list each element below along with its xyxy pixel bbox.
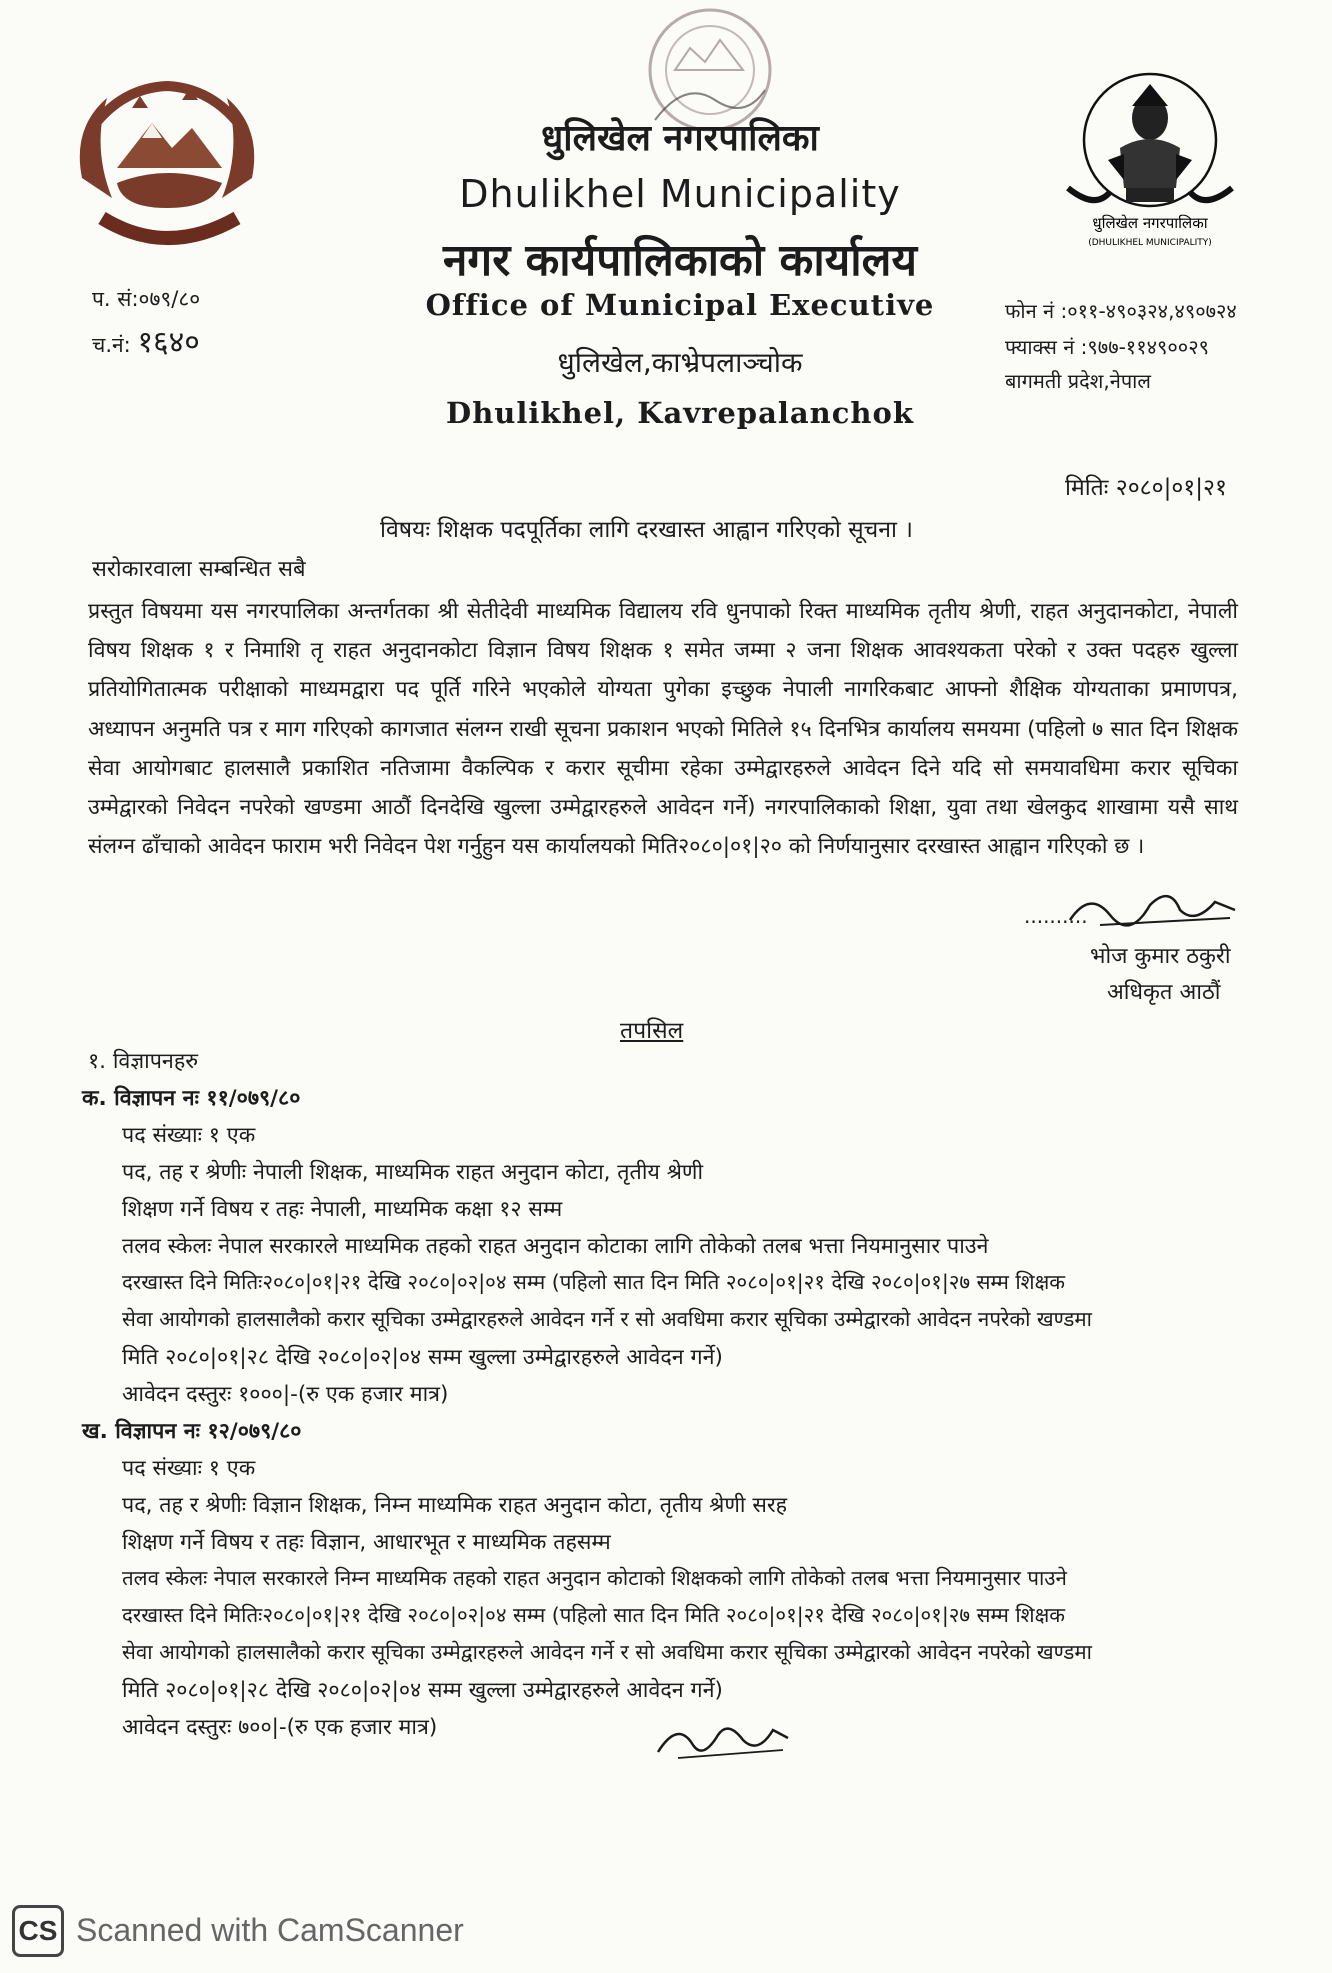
ad-header: क. विज्ञापन नः ११/०७९/८० <box>82 1086 301 1111</box>
ad-line: दरखास्त दिने मितिः२०८०|०१|२१ देखि २०८०|०२|०४ सम्म (पहिलो सात दिन मिति २०८०|०१|२१ देखि २०८०|०१|२७ सम्म शिक्षक <box>122 1603 1066 1627</box>
signature-line: .......... <box>1024 904 1088 928</box>
ad-line: तलव स्केलः नेपाल सरकारले निम्न माध्यमिक तहको राहत अनुदान कोटाको शिक्षकको लागि तोकेको तलब भत्ता नियमानुसार पाउने <box>122 1566 1067 1590</box>
camscanner-watermark: Scanned with CamScanner <box>76 1912 464 1948</box>
ad-line: पद संख्याः १ एक <box>122 1456 256 1481</box>
ad-line: पद संख्याः १ एक <box>122 1123 256 1148</box>
ad-line: मिति २०८०|०१|२८ देखि २०८०|०२|०४ सम्म खुल्ला उम्मेद्वारहरुले आवेदन गर्ने) <box>122 1678 723 1703</box>
signatory-name: भोज कुमार ठकुरी <box>1090 944 1231 969</box>
letter-date: मितिः २०८०|०१|२१ <box>1065 475 1227 501</box>
province-address: बागमती प्रदेश,नेपाल <box>1005 369 1151 393</box>
ad-line: आवेदन दस्तुरः ७००|-(रु एक हजार मात्र) <box>122 1715 438 1740</box>
chalani-label: च.नं: <box>92 333 131 357</box>
ad-line: तलव स्केलः नेपाल सरकारले माध्यमिक तहको राहत अनुदान कोटाका लागि तोकेको तलब भत्ता नियमानुसार पाउने <box>122 1234 989 1259</box>
ad-line: पद, तह र श्रेणीः विज्ञान शिक्षक, निम्न माध्यमिक राहत अनुदान कोटा, तृतीय श्रेणी सरह <box>122 1493 788 1518</box>
location-en: Dhulikhel, Kavrepalanchok <box>446 396 914 430</box>
notice-body: प्रस्तुत विषयमा यस नगरपालिका अन्तर्गतका श्री सेतीदेवी माध्यमिक विद्यालय रवि धुनपाको रिक्त माध्यमिक तृतीय श्रेणी, राहत अनुदानकोटा, नेपाली विषय शिक्षक १ र निमाशि तृ राहत अनुदानकोटा विज्ञान विषय शिक्षक १ समेत जम्मा २ जना शिक्षक आवश्यकता परेको र उक्त पदहरु खुल्ला प्रतियोगितात्मक परीक्षाको माध्यमद्वारा पद पूर्ति गरिने भएकोले योग्यता पुगेका इच्छुक नेपाली नागरिकबाट आफ्नो शैक्षिक योग्यताका प्रमाणपत्र, अध्यापन अनुमति पत्र र माग गरिएको कागजात संलग्न राखी सूचना प्रकाशन भएको मितिले १५ दिनभित्र कार्यालय समयमा (पहिलो ७ सात दिन शिक्षक सेवा आयोगबाट हालसालै प्रकाशित नतिजामा वैकल्पिक र करार सूचीमा रहेका उम्मेद्वारहरुले आवेदन दिने यदि सो समयावधिमा करार सूचिका उम्मेद्वारको निवेदन नपरेको खण्डमा आठौं दिनदेखि खुल्ला उम्मेद्वारहरुले आवेदन गर्ने) नगरपालिकाको शिक्षा, युवा तथा खेलकुद शाखामा यसै साथ संलग्न ढाँचाको आवेदन फाराम भरी निवेदन पेश गर्नुहुन यस कार्यालयको मिति२०८०|०१|२० को निर्णयानुसार दरखास्त आह्वान गरिएको छ । <box>88 599 1238 860</box>
municipality-name-np: धुलिखेल नगरपालिका <box>541 118 819 159</box>
ad-line: पद, तह र श्रेणीः नेपाली शिक्षक, माध्यमिक राहत अनुदान कोटा, तृतीय श्रेणी <box>122 1160 704 1185</box>
ad-line: शिक्षण गर्ने विषय र तहः नेपाली, माध्यमिक कक्षा १२ सम्म <box>122 1197 563 1222</box>
chalani-number: १६४० <box>137 325 200 360</box>
ad-line: आवेदन दस्तुरः १०००|-(रु एक हजार मात्र) <box>122 1382 449 1407</box>
fiscal-year-ref: प. सं:०७९/८० <box>92 287 201 311</box>
municipality-name-en: Dhulikhel Municipality <box>459 172 901 216</box>
ad-line: मिति २०८०|०१|२८ देखि २०८०|०२|०४ सम्म खुल्ला उम्मेद्वारहरुले आवेदन गर्ने) <box>122 1345 723 1370</box>
camscanner-logo: CS <box>12 1905 64 1957</box>
emblem-caption-np: धुलिखेल नगरपालिका <box>1092 214 1208 232</box>
section-heading: १. विज्ञापनहरु <box>88 1049 199 1074</box>
ad-line: सेवा आयोगको हालसालैको करार सूचिका उम्मेद्वारहरुले आवेदन गर्ने र सो अवधिमा करार सूचिका उम्मेद्वारको आवेदन नपरेको खण्डमा <box>122 1307 1092 1331</box>
chalani-ref <box>92 320 200 361</box>
phone-number: फोन नं :०११-४९०३२४,४९०७२४ <box>1005 299 1237 323</box>
office-name-np: नगर कार्यपालिकाको कार्यालय <box>443 235 917 286</box>
initials-icon <box>648 1710 793 1765</box>
nepal-government-emblem-icon <box>62 68 272 268</box>
ad-line: दरखास्त दिने मितिः२०८०|०१|२१ देखि २०८०|०२|०४ सम्म (पहिलो सात दिन मिति २०८०|०१|२१ देखि २०८०|०१|२७ सम्म शिक्षक <box>122 1270 1066 1294</box>
ad-header: ख. विज्ञापन नः १२/०७९/८० <box>82 1419 302 1444</box>
salutation: सरोकारवाला सम्बन्धित सबै <box>92 557 306 582</box>
letter-subject: विषयः शिक्षक पदपूर्तिका लागि दरखास्त आह्वान गरिएको सूचना । <box>380 517 914 543</box>
emblem-caption-en: (DHULIKHEL MUNICIPALITY) <box>1088 238 1212 248</box>
location-np: धुलिखेल,काभ्रेपलाञ्चोक <box>557 346 803 379</box>
office-name-en: Office of Municipal Executive <box>425 288 935 322</box>
municipality-deity-emblem-icon <box>1050 70 1250 250</box>
signatory-title: अधिकृत आठौं <box>1107 980 1221 1005</box>
details-heading: तपसिल <box>620 1018 684 1044</box>
fax-number: फ्याक्स नं :९७७-११४९००२९ <box>1005 335 1210 359</box>
ad-line: सेवा आयोगको हालसालैको करार सूचिका उम्मेद्वारहरुले आवेदन गर्ने र सो अवधिमा करार सूचिका उम्मेद्वारको आवेदन नपरेको खण्डमा <box>122 1640 1092 1664</box>
ad-line: शिक्षण गर्ने विषय र तहः विज्ञान, आधारभूत र माध्यमिक तहसम्म <box>122 1530 611 1555</box>
